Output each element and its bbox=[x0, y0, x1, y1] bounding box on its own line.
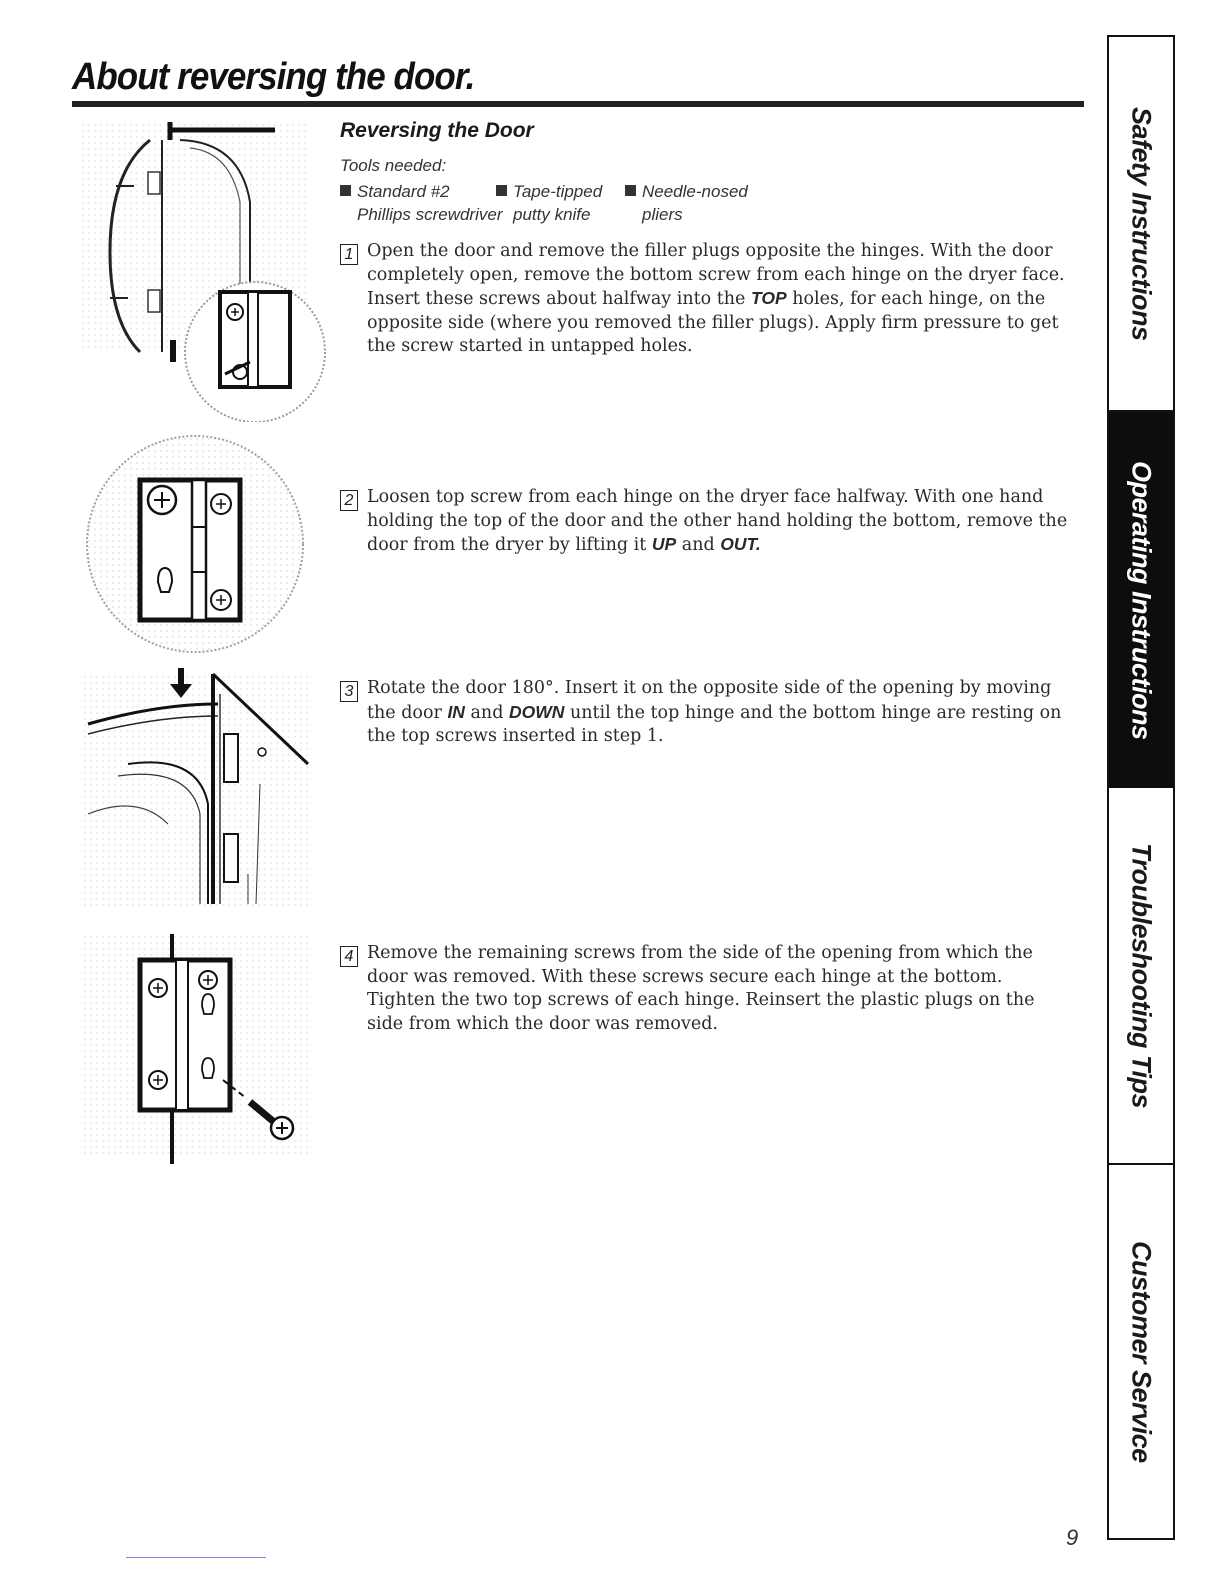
tab-operating-instructions[interactable] bbox=[1109, 412, 1173, 788]
square-bullet-icon bbox=[496, 185, 507, 196]
tool-line2: Phillips screwdriver bbox=[357, 205, 503, 224]
tool-item-screwdriver bbox=[340, 180, 502, 226]
tool-item-pliers bbox=[625, 180, 748, 226]
tool-line2: putty knife bbox=[513, 205, 591, 224]
door-open-hinge-illustration bbox=[70, 112, 340, 422]
footer-rule bbox=[126, 1557, 266, 1558]
step-number: 3 bbox=[340, 681, 358, 702]
tab-safety-instructions[interactable] bbox=[1109, 37, 1173, 412]
tab-label: Safety Instructions bbox=[1126, 106, 1157, 341]
step-text: Loosen top screw from each hinge on the dryer face halfway. With one hand holding the top of the door and the other hand holding the bottom, remove the door from the dryer by lifting it UP and OUT. bbox=[367, 487, 1068, 555]
page-title: About reversing the door. bbox=[72, 56, 475, 98]
hinge-reattach-illustration bbox=[78, 930, 318, 1170]
hinge-closeup-illustration bbox=[70, 432, 320, 662]
title-rule bbox=[72, 101, 1084, 107]
tool-item-putty-knife bbox=[496, 180, 602, 226]
step-4 bbox=[340, 942, 1075, 1036]
tab-label: Customer Service bbox=[1126, 1240, 1157, 1463]
step-text: Open the door and remove the filler plugs opposite the hinges. With the door completely open, remove the bottom screw from each hinge on the dryer face. Insert these screws about halfway into the TOP holes, for each hinge, on the opposite side (where you removed the filler plugs). Apply firm pressure to get the screw started in untapped holes. bbox=[367, 241, 1065, 356]
step-3 bbox=[340, 677, 1075, 749]
step-1 bbox=[340, 240, 1075, 359]
section-heading: Reversing the Door bbox=[340, 119, 534, 142]
tool-line1: Needle-nosed bbox=[642, 182, 748, 201]
step-number: 4 bbox=[340, 946, 358, 967]
page-number: 9 bbox=[1066, 1525, 1079, 1550]
tools-label: Tools needed: bbox=[340, 156, 447, 175]
step-text: Remove the remaining screws from the side of the opening from which the door was removed. With these screws secure each hinge at the bottom. Tighten the two top screws of each hinge. Reinsert the plastic plugs on the side from which the door was removed. bbox=[367, 943, 1035, 1034]
step-text: Rotate the door 180°. Insert it on the opposite side of the opening by moving the door IN and DOWN until the top hinge and the bottom hinge are resting on the top screws inserted in step 1. bbox=[367, 678, 1062, 746]
square-bullet-icon bbox=[625, 185, 636, 196]
tab-customer-service[interactable] bbox=[1109, 1165, 1173, 1538]
square-bullet-icon bbox=[340, 185, 351, 196]
step-2 bbox=[340, 486, 1075, 558]
side-nav bbox=[1107, 35, 1175, 1540]
tool-line1: Tape-tipped bbox=[513, 182, 603, 201]
door-rotate-illustration bbox=[78, 664, 318, 914]
tool-line2: pliers bbox=[642, 205, 683, 224]
step-number: 1 bbox=[340, 244, 358, 265]
tab-troubleshooting-tips[interactable] bbox=[1109, 788, 1173, 1165]
tool-line1: Standard #2 bbox=[357, 182, 450, 201]
tab-label: Troubleshooting Tips bbox=[1126, 843, 1157, 1108]
step-number: 2 bbox=[340, 490, 358, 511]
tab-label: Operating Instructions bbox=[1126, 460, 1157, 740]
